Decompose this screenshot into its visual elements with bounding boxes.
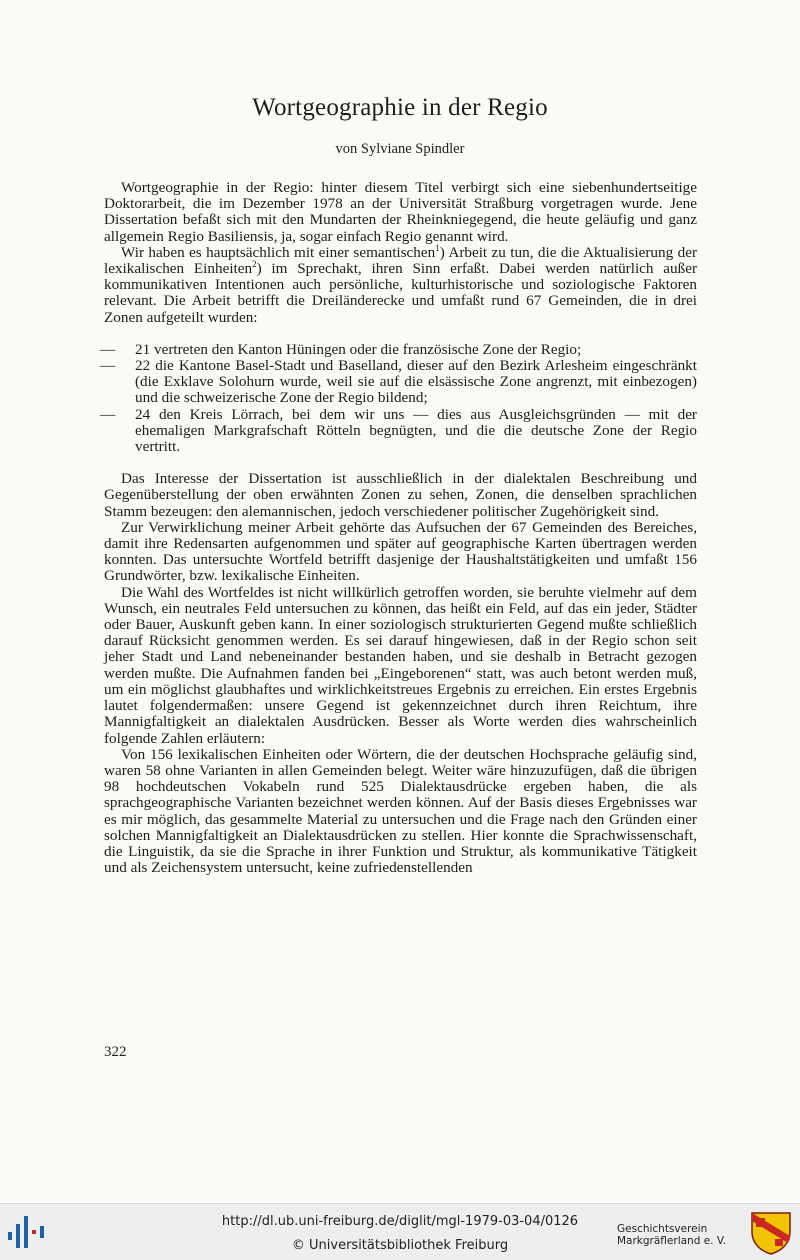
footnote-ref-2: 2 <box>252 258 257 269</box>
list-item-text: 21 vertreten den Kanton Hüningen oder die französische Zone der Regio; <box>135 340 582 358</box>
list-item <box>100 407 697 456</box>
list-dash: — <box>100 357 116 375</box>
list-dash: — <box>100 405 116 423</box>
copyright-notice: © Universitätsbibliothek Freiburg <box>291 1238 509 1253</box>
footer-bar <box>0 1203 800 1260</box>
list-item-text: 24 den Kreis Lörrach, bei dem wir uns — dies aus Ausgleichsgründen — mit der ehemaligen Markgrafschaft Rötteln begnügten, und die die deutsche Zone der Regio vertritt. <box>135 405 697 456</box>
paragraph-2-part-c: ) im Sprechakt, ihren Sinn erfaßt. Dabei werden natürlich außer kommunikativen Intentionen auch persönliche, kulturhistorische und soziologische Faktoren relevant. Die Arbeit betrifft die Dreiländerecke und umfaßt rund 67 Gemeinden, die in drei Zonen aufgeteilt wurden: <box>104 260 698 326</box>
paragraph-3: Das Interesse der Dissertation ist ausschließlich in der dialektalen Beschreibung und Gegenüberstellung der oben erwähnten Zonen zu sehen, Zonen, die denselben sprachlichen Stamm bezeugen: den alemannischen, jedoch verschiedener politischer Zugehörigkeit sind. <box>104 470 697 520</box>
paragraph-6: Von 156 lexikalischen Einheiten oder Wörtern, die der deutschen Hochsprache geläufig sind, waren 58 ohne Varianten in allen Gemeinden belegt. Weiter wäre hinzuzufügen, daß die übrigen 98 hochdeutschen Vokabeln rund 525 Dialektausdrücke ergeben haben, die als sprachgeographische Varianten bezeichnet werden können. Auf der Basis dieses Ergebnisses war es mir möglich, das gesammelte Material zu untersuchen und die Frage nach den Gründen einer solchen Mannigfaltigkeit an Dialektausdrücken zu stellen. Hier konnte die Sprachwissenschaft, die Linguistik, da sie die Sprache in ihrer Funktion und Struktur, als kommunikative Tätigkeit und als Zeichensystem untersucht, keine zufriedenstellenden <box>104 745 697 877</box>
paragraph-4: Zur Verwirklichung meiner Arbeit gehörte das Aufsuchen der 67 Gemeinden des Bereiches, damit ihre Redensarten aufgenommen und später auf geographische Karten übertragen werden konnten. Das untersuchte Wortfeld betrifft dasjenige der Haushaltstätigkeiten und umfaßt 156 Grundwörter, bzw. lexikalische Einheiten. <box>104 518 697 585</box>
list-dash: — <box>100 340 116 358</box>
paragraph-2 <box>104 242 698 326</box>
page-title: Wortgeographie in der Regio <box>252 94 548 121</box>
society-name-line-1: Geschichtsverein <box>617 1223 708 1235</box>
list-item-text: 22 die Kantone Basel-Stadt und Baselland, dieser auf den Bezirk Arlesheim eingeschränkt (die Exklave Solohurn wurde, weil sie auf die elsässische Zone angrenzt, mit einbezogen) und die schweizerische Zone der Regio bildend; <box>135 357 697 407</box>
paragraph-2-part-b: ) Arbeit zu tun, die die Aktualisierung der lexikalischen Einheiten <box>104 243 698 278</box>
footnote-ref-1: 1 <box>435 242 440 253</box>
page-number: 322 <box>104 1044 127 1060</box>
library-logo-icon <box>4 1212 48 1252</box>
list-item <box>100 358 697 407</box>
paragraph-1: Wortgeographie in der Regio: hinter diesem Titel verbirgt sich eine siebenhundertseitige Doktorarbeit, die im Dezember 1978 an der Universität Straßburg vorgetragen wurde. Jene Dissertation befaßt sich mit den Mundarten der Rheinkniegegend, die heute geläufig und ganz allgemein Regio Basiliensis, ja, sogar einfach Regio genannt wird. <box>104 179 697 245</box>
permalink-url[interactable]: http://dl.ub.uni-freiburg.de/diglit/mgl-1979-03-04/0126 <box>221 1214 579 1229</box>
paragraph-2-part-a: Wir haben es hauptsächlich mit einer semantischen <box>121 243 436 261</box>
coat-of-arms-icon <box>748 1210 794 1256</box>
author-line: von Sylviane Spindler <box>335 141 465 157</box>
society-name-line-2: Markgräflerland e. V. <box>617 1235 727 1247</box>
article-body <box>100 179 698 877</box>
society-name <box>617 1223 726 1247</box>
list-item <box>100 342 697 358</box>
paragraph-5: Die Wahl des Wortfeldes ist nicht willkürlich getroffen worden, sie beruhte vielmehr auf dem Wunsch, ein neutrales Feld untersuchen zu können, das heißt ein Feld, auf das ein jeder, Städter oder Bauer, Auskunft geben kann. In einer soziologisch strukturierten Gegend mußte schließlich darauf Rücksicht genommen werden. Es sei darauf hingewiesen, daß in der Regio schon seit jeher Stadt und Land nebeneinander bestanden haben, und sie deshalb in Betracht gezogen werden mußte. Die Aufnahmen fanden bei „Eingeborenen“ statt, was auch betont werden muß, um ein möglichst glaubhaftes und wirklichkeitstreues Ergebnis zu erreichen. Ein erstes Ergebnis lautet folgendermaßen: unsere Gegend ist gekennzeichnet durch ihren Reichtum, ihre Mannigfaltigkeit an dialektalen Ausdrücken. Besser als Worte werden dies wahrscheinlich folgende Zahlen erläutern: <box>104 583 697 747</box>
zone-list <box>100 340 697 456</box>
